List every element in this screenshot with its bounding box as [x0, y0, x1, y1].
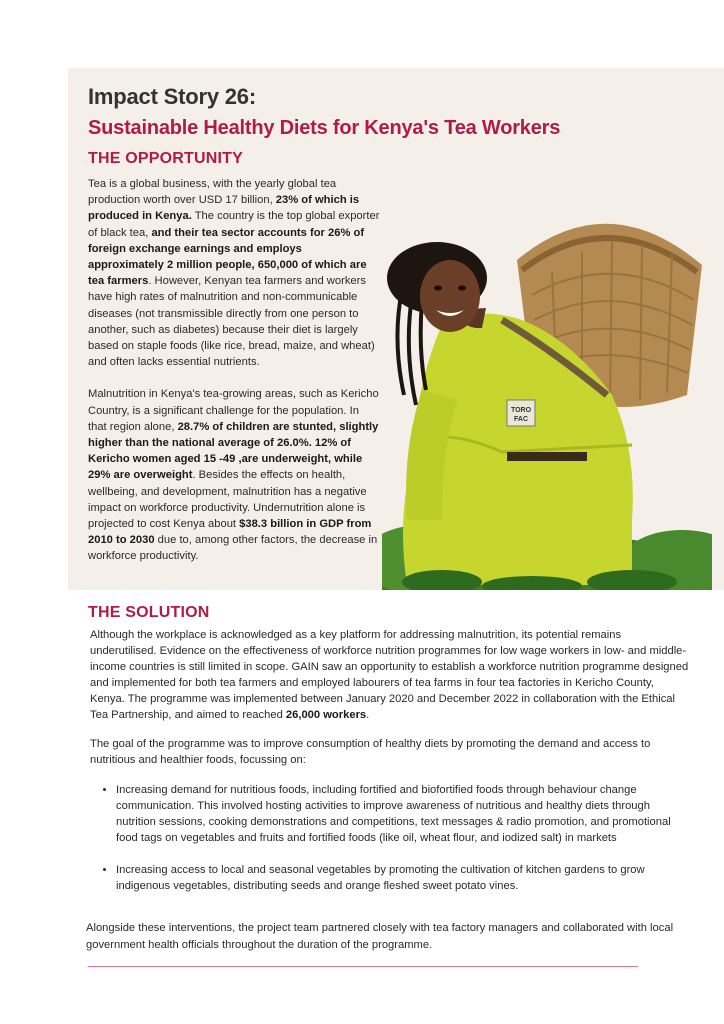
solution-paragraph-2: The goal of the programme was to improve consumption of healthy diets by promoting the demand and access to nutritious and healthier foods, focussing on: [90, 738, 651, 767]
worker-face [420, 260, 480, 332]
solution-paragraph-1 [90, 628, 690, 723]
solution-paragraph-1-run-1: 26,000 workers [285, 708, 367, 721]
opportunity-paragraph-1-run-1: 23% of which is produced in Kenya. [88, 194, 360, 223]
solution-bullet-list [90, 783, 690, 894]
solution-paragraph-1-run-2: . [366, 708, 370, 721]
opportunity-paragraph-2-run-3: $38.3 billion in GDP from 2010 to 2030 [88, 518, 372, 547]
solution-paragraph-1-run-0: Although the workplace is acknowledged as a key platform for addressing malnutrition, its potential remains underutilised. Evidence on the effectiveness of workforce nutrition programmes for low wage workers in low- and middle-income countries is still limited in scope. GAIN saw an opportunity to establish a workforce nutrition programme designed and implemented for both tea farmers and employed labourers of tea farms in four tea factories in Kericho County, Kenya. The programme was implemented between January 2020 and December 2022 in collaboration with the Ethical Tea Partnership, and aimed to reached [90, 629, 689, 721]
bottom-divider [88, 966, 638, 967]
story-label: Impact Story 26: [88, 84, 256, 109]
solution-body [90, 628, 690, 911]
opportunity-paragraph-2-run-0: Malnutrition in Kenya's tea-growing areas, such as Kericho Country, is a significant challenge for the population. In that region alone, [88, 388, 379, 433]
page-title: Sustainable Healthy Diets for Kenya's Tea Workers [88, 117, 561, 139]
worker-belt [507, 452, 587, 461]
solution-heading: THE SOLUTION [88, 604, 210, 621]
opportunity-body [88, 176, 380, 581]
solution-bullet-1: • Increasing demand for nutritious foods, including fortified and biofortified foods through behaviour change communication. This involved hosting activities to improve awareness of nutritious and healthy diets through nutrition sessions, cooking demonstrations and competitions, text messages & radio promotion, and promotional food tags on vegetables and fruits and fortified foods (like oil, wheat flour, and iodized salt) in markets [116, 783, 690, 847]
opportunity-paragraph-2-run-1: 28.7% of children are stunted, slightly higher than the national average of 26.0%. 12% of Kericho women aged 15 -49 ,are underweight, while 29% are overweight [88, 420, 379, 482]
opportunity-paragraph-1 [88, 176, 380, 370]
opportunity-paragraph-2-run-2: . Besides the effects on health, wellbeing, and development, malnutrition has a negative impact on workforce productivity. Undernutrition alone is projected to cost Kenya about [88, 469, 367, 531]
solution-bullet-2: • Increasing access to local and seasonal vegetables by promoting the cultivation of kitchen gardens to grow indigenous vegetables, distributing seeds and orange fleshed sweet potato vines. [116, 863, 690, 895]
opportunity-paragraph-1-run-3: and their tea sector accounts for 26% of foreign exchange earnings and employs approximately 2 million people, 650,000 of which are tea farmers [88, 226, 367, 288]
opportunity-paragraph-2 [88, 386, 380, 564]
opportunity-heading: THE OPPORTUNITY [88, 150, 244, 167]
badge-line-2: FAC [514, 416, 528, 423]
factory-badge [507, 400, 535, 426]
opportunity-paragraph-2-run-4: due to, among other factors, the decrease in workforce productivity. [88, 534, 378, 563]
opportunity-paragraph-1-run-4: . However, Kenyan tea farmers and workers have high rates of malnutrition and non-communicable diseases (not transmissible directly from one person to another, such as diabetes) because their diet is largely based on staple foods (like rice, bread, maize, and wheat) and often lacks essential nutrients. [88, 275, 375, 369]
opportunity-paragraph-1-run-0: Tea is a global business, with the yearly global tea production worth over USD 17 billion, [88, 178, 337, 207]
badge-line-1: TORO [510, 407, 532, 414]
tea-worker-photo [382, 190, 712, 590]
opportunity-paragraph-1-run-2: The country is the top global exporter of black tea, [88, 210, 380, 239]
closing-paragraph: Alongside these interventions, the project team partnered closely with tea factory managers and collaborated with local government health officials throughout the duration of the programme. [86, 922, 674, 951]
